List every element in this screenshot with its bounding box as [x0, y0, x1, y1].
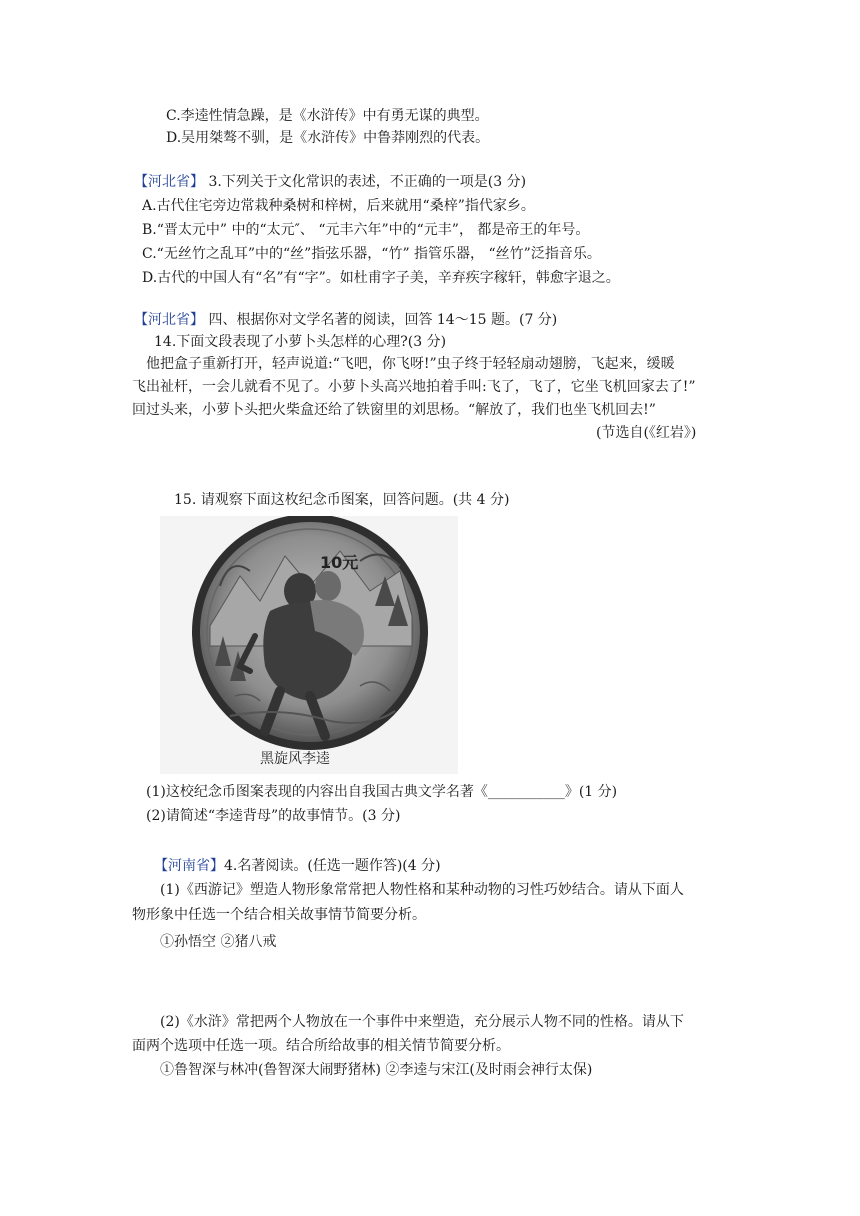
- q3-option-d: D.古代的中国人有“名”有“字”。如杜甫字子美，辛弃疾字稼轩，韩愈字退之。: [142, 270, 620, 286]
- province-tag-hebei: 【河北省】: [134, 174, 204, 190]
- passage-line: 他把盒子重新打开，轻声说道:“飞吧，你飞呀!”虫子终于轻轻扇动翅膀，飞起来，缓暖: [146, 356, 675, 372]
- passage-source: (节选自(《红岩》): [596, 425, 697, 441]
- section4-title: 四、根据你对文学名著的阅读，回答 14～15 题。(7 分): [204, 312, 558, 328]
- henan-p2-line: (2)《水浒》常把两个人物放在一个事件中来塑造，充分展示人物不同的性格。请从下: [160, 1014, 684, 1030]
- province-tag-hebei: 【河北省】: [134, 312, 204, 328]
- henan-p2-line: 面两个选项中任选一项。结合所给故事的相关情节简要分析。: [132, 1038, 510, 1054]
- henan-p1-line: (1)《西游记》塑造人物形象常常把人物性格和某种动物的习性巧妙结合。请从下面人: [160, 882, 684, 898]
- q3-question: 3.下列关于文化常识的表述，不正确的一项是(3 分): [204, 174, 527, 190]
- coin-denomination: 10元: [320, 553, 359, 572]
- henan-p2-options: ①鲁智深与林冲(鲁智深大闹野猪林) ②李逵与宋江(及时雨会神行太保): [160, 1062, 593, 1078]
- q3-option-b: B.“晋太元中” 中的“太元″、 “元丰六年”中的“元丰”， 都是帝王的年号。: [142, 222, 590, 238]
- q2-option-d: D.吴用桀骜不驯，是《水浒传》中鲁莽刚烈的代表。: [166, 130, 490, 146]
- province-tag-henan: 【河南省】: [154, 858, 224, 874]
- coin-image: [160, 516, 458, 774]
- henan-p1-line: 物形象中任选一个结合相关故事情节简要分析。: [132, 907, 426, 923]
- q3-option-a: A.古代住宅旁边常栽种桑树和梓树，后来就用“桑梓”指代家乡。: [142, 198, 535, 214]
- section4-heading: [134, 310, 557, 330]
- q2-option-c: C.李逵性情急躁，是《水浒传》中有勇无谋的典型。: [166, 108, 489, 124]
- q15-part2: (2)请简述“李逵背母”的故事情节。(3 分): [146, 808, 401, 824]
- q15-question: 15. 请观察下面这枚纪念币图案，回答问题。(共 4 分): [174, 492, 510, 508]
- henan-heading: [154, 856, 441, 876]
- passage-line: 回过头来，小萝卜头把火柴盒还给了铁窗里的刘思杨。“解放了，我们也坐飞机回去!”: [132, 402, 656, 418]
- q3-stem: [134, 172, 526, 192]
- coin-caption: 黑旋风李逵: [260, 751, 330, 767]
- passage-line: 飞出祉杆，一会儿就看不见了。小萝卜头高兴地拍着手叫:飞了，飞了，它坐飞机回家去了!”: [132, 379, 696, 395]
- henan-title: 4.名著阅读。(任选一题作答)(4 分): [224, 858, 441, 874]
- q3-option-c: C.“无丝竹之乱耳”中的“丝”指弦乐器，“竹” 指管乐器， “丝竹”泛指音乐。: [142, 246, 601, 262]
- q15-part1: (1)这校纪念币图案表现的内容出自我国古典文学名著《___________》(1 分): [146, 784, 618, 800]
- q14-question: 14.下面文段表现了小萝卜头怎样的心理?(3 分): [154, 334, 447, 350]
- henan-p1-options: ①孙悟空 ②猪八戒: [160, 934, 277, 950]
